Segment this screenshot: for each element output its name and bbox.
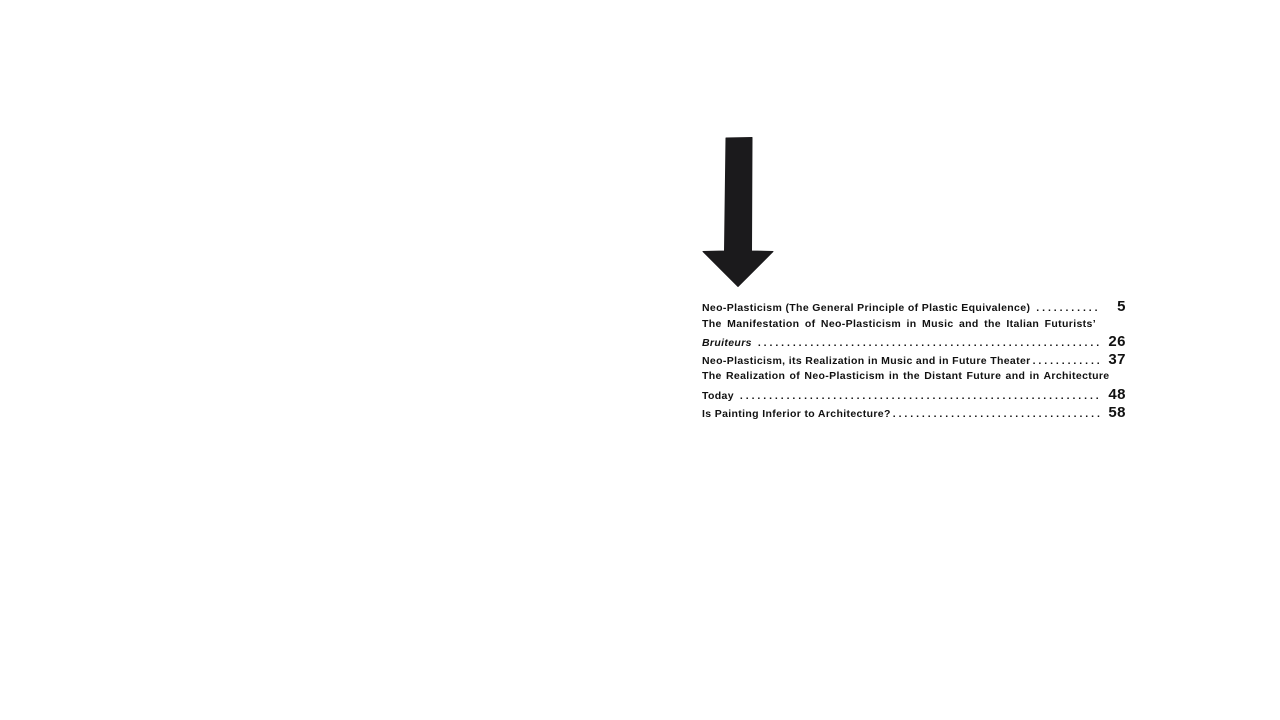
toc-entry-title: The Realization of Neo-Plasticism in the Distant Future and in Architecture bbox=[702, 370, 1110, 383]
dot-leader bbox=[893, 406, 1100, 424]
toc-entry[interactable] bbox=[702, 316, 1126, 334]
toc-entry-title: The Manifestation of Neo-Plasticism in Music and the Italian Futurists’ bbox=[702, 317, 1096, 330]
toc-entry-continuation[interactable] bbox=[702, 386, 1126, 404]
down-arrow-graphic bbox=[702, 136, 776, 290]
table-of-contents bbox=[702, 298, 1126, 421]
toc-entry-title-continued: Bruiteurs bbox=[702, 337, 752, 350]
toc-entry-title: Neo-Plasticism, its Realization in Music and in Future Theater bbox=[702, 354, 1031, 367]
toc-page-number: 37 bbox=[1108, 350, 1126, 368]
toc-entry[interactable] bbox=[702, 368, 1126, 386]
toc-entry-title: Neo-Plasticism (The General Principle of Plastic Equivalence) bbox=[702, 302, 1031, 314]
toc-page-number: 48 bbox=[1108, 385, 1126, 403]
toc-page-number: 26 bbox=[1108, 333, 1126, 351]
toc-entry-continuation[interactable] bbox=[702, 333, 1126, 351]
dot-leader bbox=[740, 388, 1100, 406]
toc-entry[interactable] bbox=[702, 351, 1126, 369]
toc-entry[interactable] bbox=[702, 404, 1126, 422]
down-arrow-icon bbox=[702, 136, 776, 290]
toc-page-number: 5 bbox=[1117, 298, 1126, 315]
dot-leader bbox=[758, 335, 1100, 353]
toc-entry[interactable] bbox=[702, 298, 1126, 316]
toc-page-number: 58 bbox=[1108, 403, 1126, 421]
toc-entry-title-continued: Today bbox=[702, 389, 734, 402]
toc-entry-title: Is Painting Inferior to Architecture? bbox=[702, 407, 891, 420]
